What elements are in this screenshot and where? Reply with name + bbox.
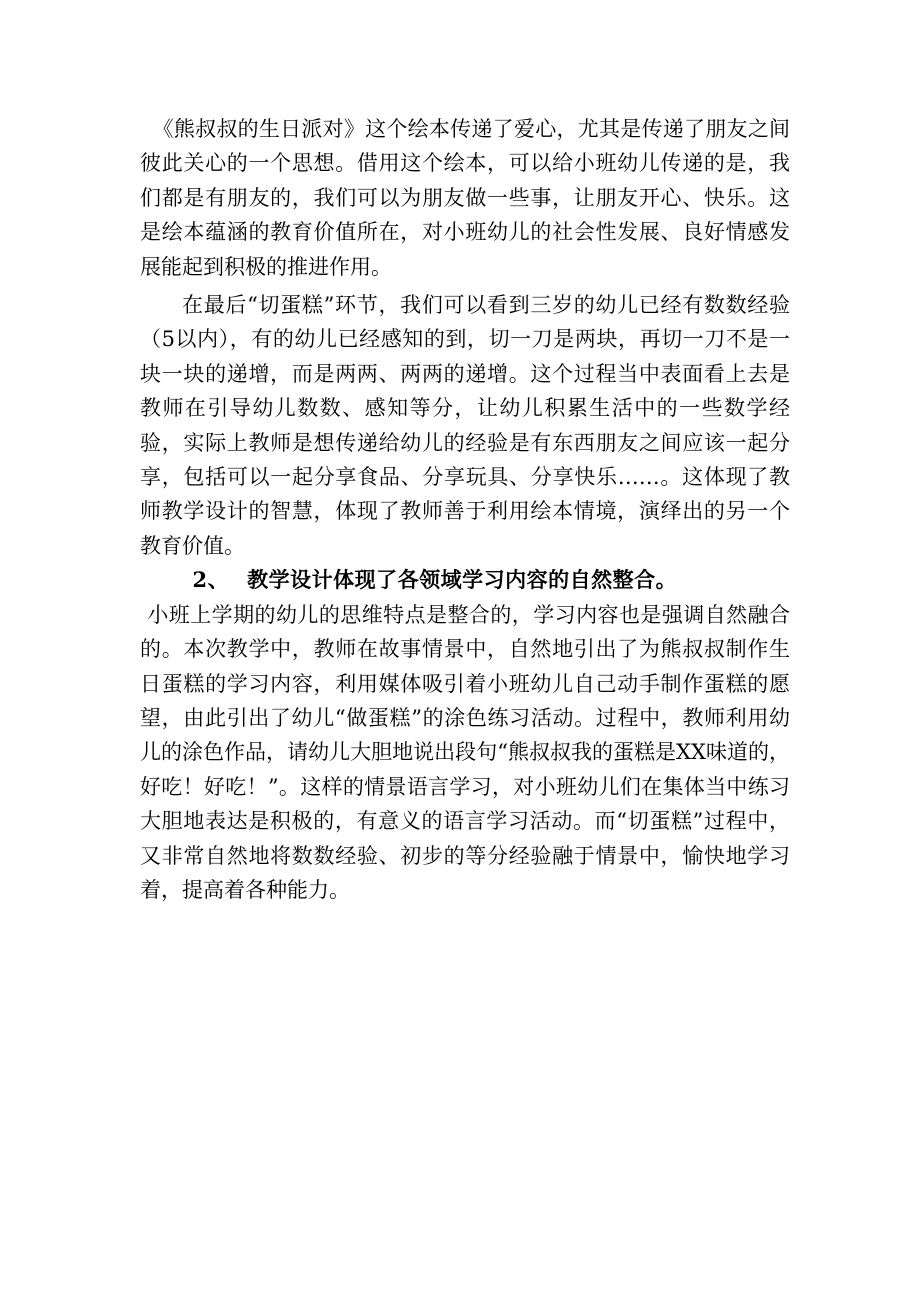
section-heading-number: 2、 [192,567,230,593]
paragraph-picture-book-value: 《熊叔叔的生日派对》这个绘本传递了爱心，尤其是传递了朋友之间彼此关心的一个思想。借用这个绘本，可以给小班幼儿传递的是，我们都是有朋友的，我们可以为朋友做一些事，让朋友开心、快乐。这是绘本蕴涵的教育价值所在，对小班幼儿的社会性发展、良好情感发展能起到积极的推进作用。 [140,117,790,279]
section-heading-text: 教学设计体现了各领域学习内容的自然整合。 [247,567,678,593]
paragraph-integration: 小班上学期的幼儿的思维特点是整合的，学习内容也是强调自然融合的。本次教学中，教师在故事情景中，自然地引出了为熊叔叔制作生日蛋糕的学习内容，利用媒体吸引着小班幼儿自己动手制作蛋糕的愿望，由此引出了幼儿“做蛋糕”的涂色练习活动。过程中，教师利用幼儿的涂色作品，请幼儿大胆地说出段句“熊叔叔我的蛋糕是XX味道的，好吃！好吃！”。这样的情景语言学习，对小班幼儿们在集体当中练习大胆地表达是积极的，有意义的语言学习活动。而“切蛋糕”过程中，又非常自然地将数数经验、初步的等分经验融于情景中，愉快地学习着，提高着各种能力。 [140,602,790,902]
section-heading [140,563,790,597]
document-body [140,112,790,907]
paragraph-cut-cake-segment: 在最后“切蛋糕”环节，我们可以看到三岁的幼儿已经有数数经验（5以内），有的幼儿已经感知的到，切一刀是两块，再切一刀不是一块一块的递增，而是两两、两两的递增。这个过程当中表面看上去是教师在引导幼儿数数、感知等分，让幼儿积累生活中的一些数学经验，实际上教师是想传递给幼儿的经验是有东西朋友之间应该一起分享，包括可以一起分享食品、分享玩具、分享快乐……。这体现了教师教学设计的智慧，体现了教师善于利用绘本情境，演绎出的另一个教育价值。 [140,293,790,558]
